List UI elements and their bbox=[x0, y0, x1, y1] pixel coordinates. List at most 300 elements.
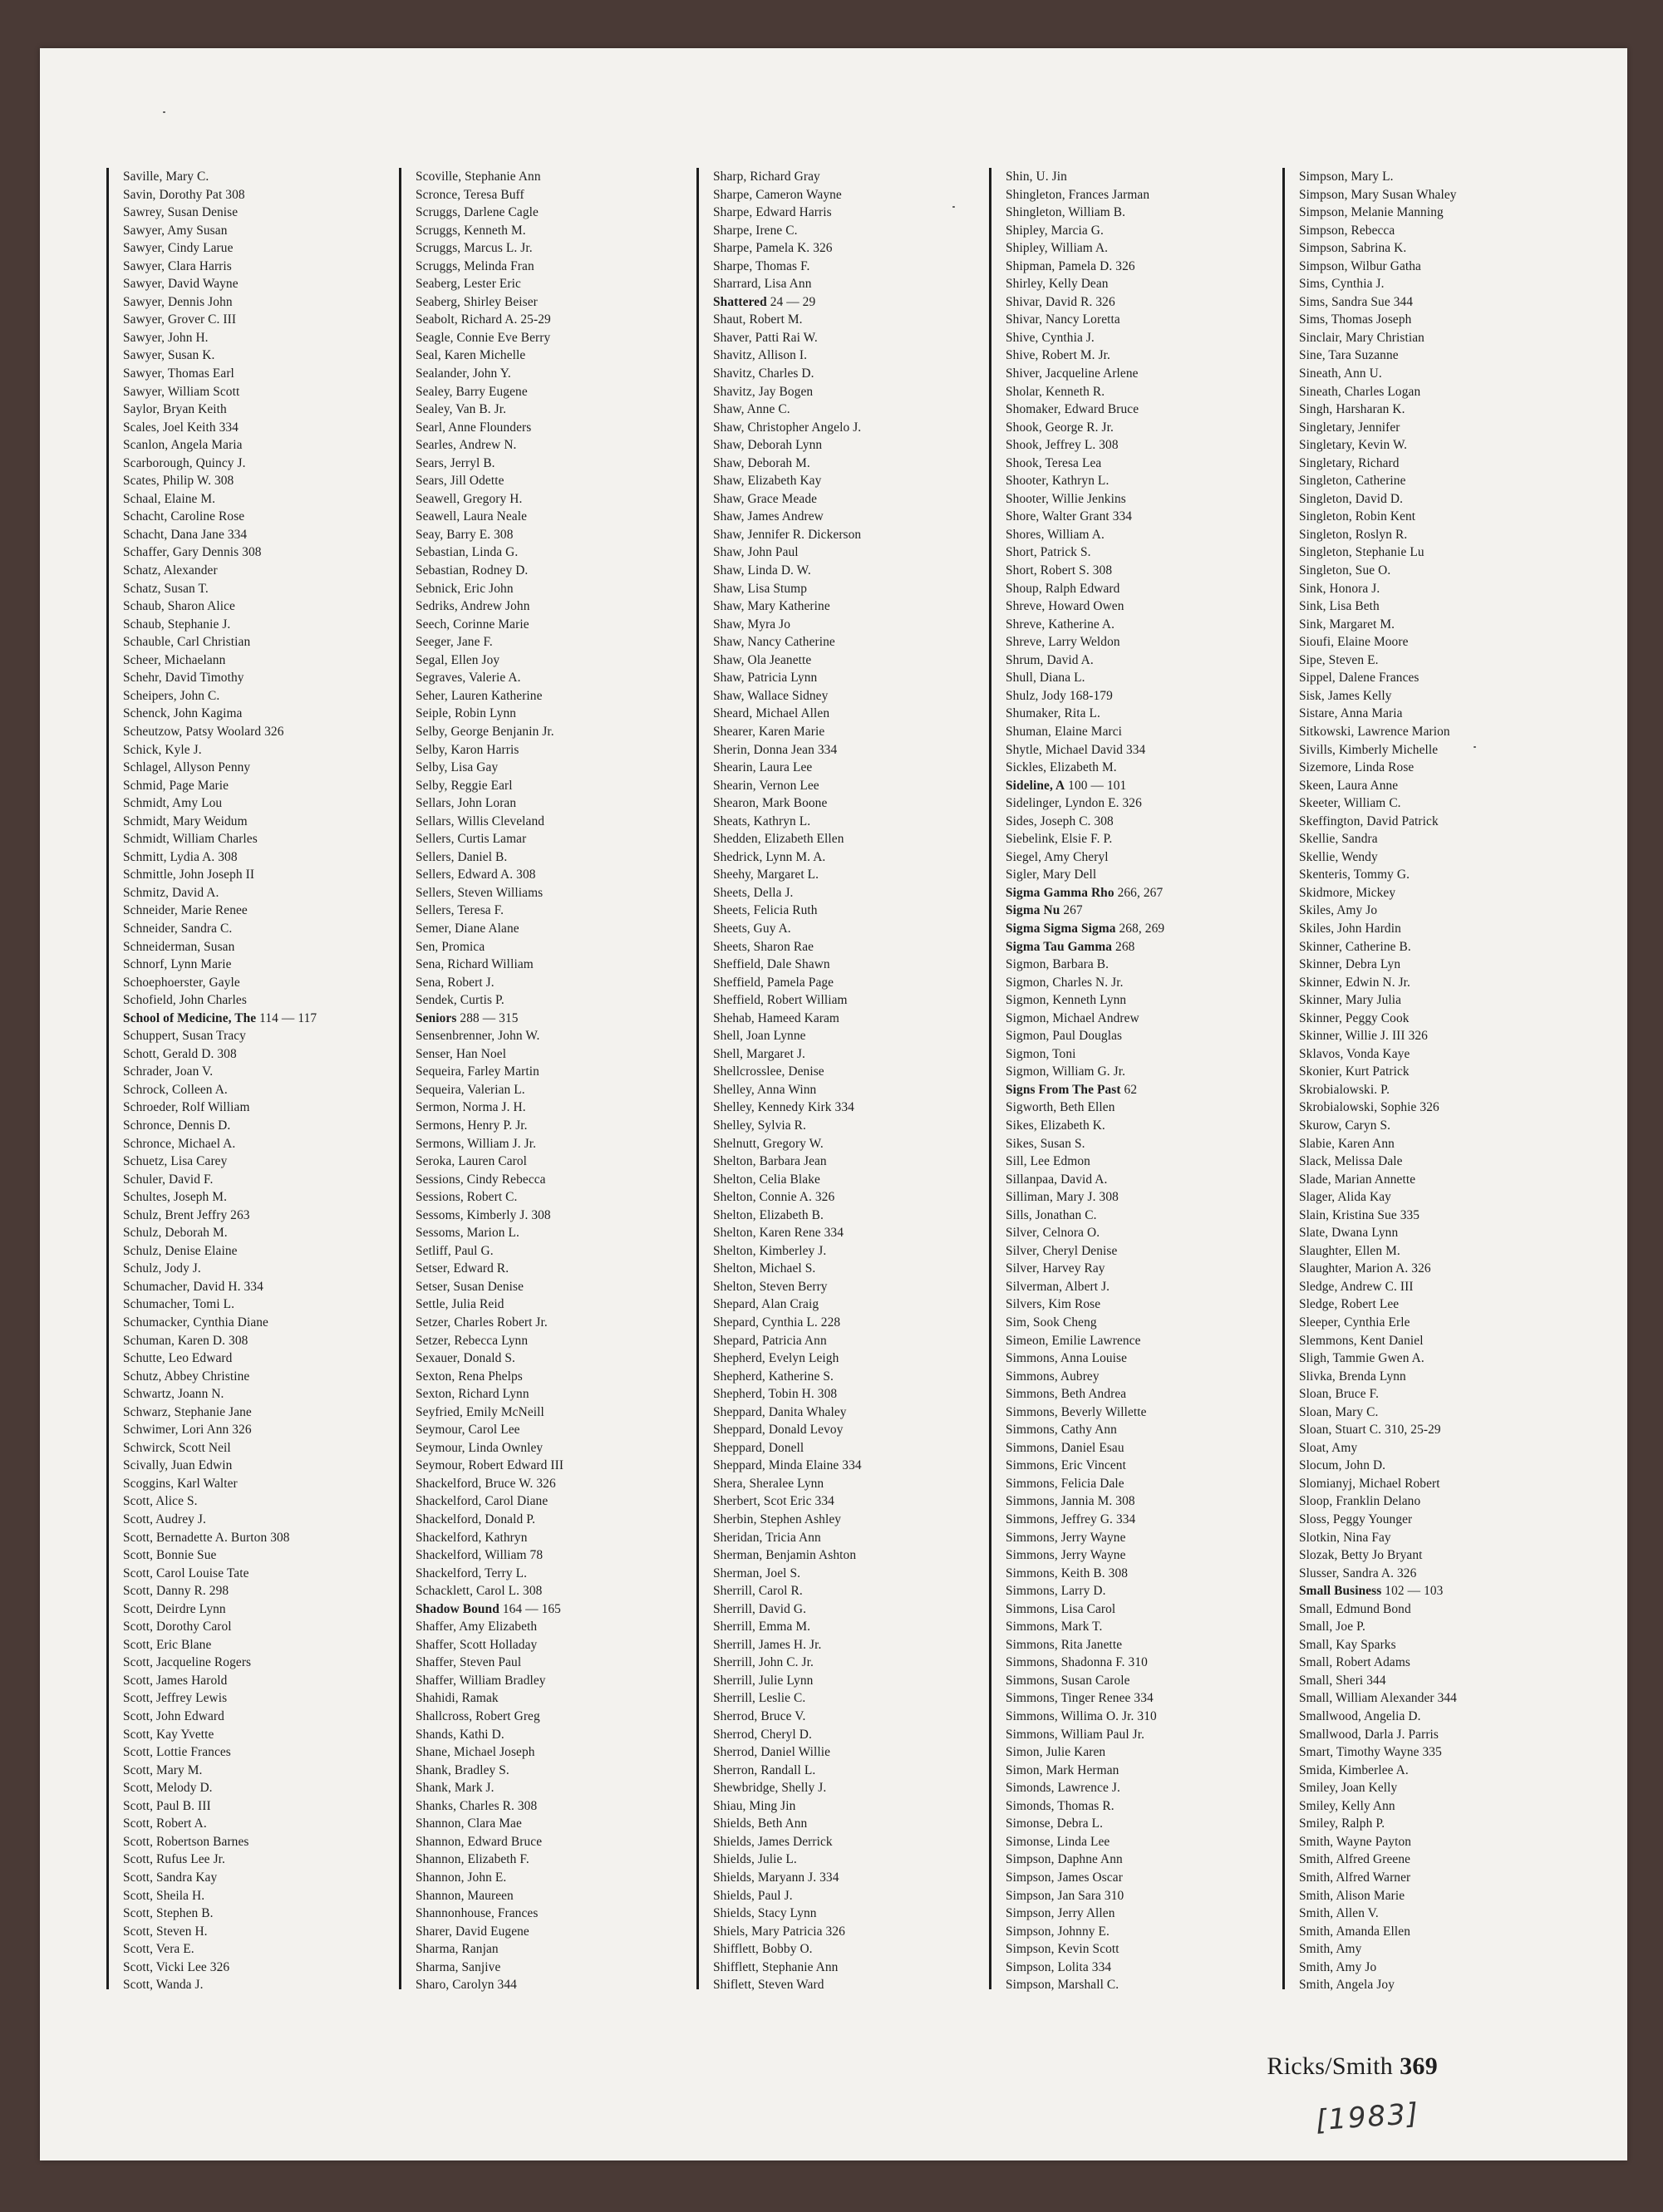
entry-name: Scott, Bernadette A. Burton 308 bbox=[123, 1530, 290, 1545]
entry-name: Shields, Maryann J. 334 bbox=[713, 1870, 839, 1885]
entry-name: Small, Edmund Bond bbox=[1299, 1601, 1411, 1616]
entry-name: Simpson, Jerry Allen bbox=[1006, 1906, 1115, 1921]
entry-name: Skiles, John Hardin bbox=[1299, 921, 1401, 936]
entry-name: Shields, Stacy Lynn bbox=[713, 1906, 817, 1921]
entry-name: Shavitz, Allison I. bbox=[713, 348, 808, 363]
entry-name: Settle, Julia Reid bbox=[416, 1297, 504, 1312]
entry-name: Sligh, Tammie Gwen A. bbox=[1299, 1351, 1424, 1366]
index-entry bbox=[1299, 1600, 1457, 1619]
index-entry bbox=[1299, 543, 1457, 562]
index-entry bbox=[416, 1940, 563, 1959]
index-entry bbox=[1006, 687, 1164, 705]
index-entry bbox=[713, 705, 862, 723]
entry-name: Shrum, David A. bbox=[1006, 652, 1094, 667]
page-number: 369 bbox=[1400, 2052, 1438, 2080]
entry-name: Slivka, Brenda Lynn bbox=[1299, 1369, 1406, 1384]
index-entry bbox=[713, 1923, 862, 1941]
index-entry bbox=[1299, 1368, 1457, 1386]
index-entry bbox=[123, 383, 317, 401]
entry-name: Shelley, Kennedy Kirk 334 bbox=[713, 1100, 854, 1115]
entry-name: Schmidt, Amy Lou bbox=[123, 796, 223, 811]
entry-name: Scruggs, Melinda Fran bbox=[416, 258, 534, 273]
entry-name: Shaw, Linda D. W. bbox=[713, 563, 811, 578]
index-entry bbox=[1006, 1117, 1164, 1135]
entry-name: Shaw, Patricia Lynn bbox=[713, 671, 818, 686]
entry-name: Sebnick, Eric John bbox=[416, 581, 514, 596]
paper-speck bbox=[952, 206, 955, 208]
index-entry bbox=[713, 866, 862, 884]
entry-name: Sawyer, John H. bbox=[123, 330, 209, 345]
index-entry bbox=[713, 813, 862, 831]
index-entry bbox=[416, 1171, 563, 1189]
entry-name: Scheutzow, Patsy Woolard 326 bbox=[123, 724, 284, 739]
entry-name: Siegel, Amy Cheryl bbox=[1006, 849, 1109, 864]
entry-name: Sherin, Donna Jean 334 bbox=[713, 742, 838, 757]
entry-name: Sheets, Sharon Rae bbox=[713, 939, 814, 954]
index-entry bbox=[123, 562, 317, 580]
index-entry bbox=[713, 794, 862, 813]
index-entry bbox=[416, 777, 563, 795]
entry-name: Skinner, Catherine B. bbox=[1299, 939, 1411, 954]
index-entry bbox=[123, 1153, 317, 1171]
entry-name: Skeen, Laura Anne bbox=[1299, 778, 1399, 793]
entry-name: Shedden, Elizabeth Ellen bbox=[713, 832, 844, 847]
index-entry bbox=[1299, 347, 1457, 365]
index-entry bbox=[416, 1314, 563, 1332]
entry-name: Smith, Allen V. bbox=[1299, 1906, 1379, 1921]
entry-name: Shooter, Kathryn L. bbox=[1006, 474, 1109, 489]
index-entry bbox=[123, 293, 317, 312]
index-entry bbox=[1006, 526, 1164, 544]
index-entry bbox=[416, 580, 563, 598]
index-entry bbox=[713, 1726, 862, 1744]
index-entry bbox=[713, 1511, 862, 1529]
index-entry bbox=[123, 1439, 317, 1457]
entry-name: Sigma Gamma Rho bbox=[1006, 885, 1114, 900]
index-entry bbox=[416, 1188, 563, 1207]
entry-name: Skellie, Sandra bbox=[1299, 832, 1378, 847]
entry-name: Sillanpaa, David A. bbox=[1006, 1172, 1108, 1187]
entry-name: Shuman, Elaine Marci bbox=[1006, 724, 1123, 739]
index-entry bbox=[1299, 1762, 1457, 1780]
entry-name: Schacklett, Carol L. 308 bbox=[416, 1584, 543, 1599]
index-entry bbox=[1299, 222, 1457, 240]
entry-name: Scivally, Juan Edwin bbox=[123, 1458, 233, 1473]
index-entry bbox=[1006, 830, 1164, 848]
index-entry bbox=[123, 1135, 317, 1153]
entry-name: Skinner, Mary Julia bbox=[1299, 993, 1402, 1008]
entry-name: Shackelford, Bruce W. 326 bbox=[416, 1476, 556, 1491]
entry-name: Shipman, Pamela D. 326 bbox=[1006, 258, 1135, 273]
index-entry bbox=[1299, 1529, 1457, 1547]
entry-name: Singletary, Kevin W. bbox=[1299, 438, 1408, 453]
entry-name: Sizemore, Linda Rose bbox=[1299, 760, 1415, 775]
entry-name: Shaw, Grace Meade bbox=[713, 491, 818, 506]
index-entry bbox=[416, 1815, 563, 1833]
entry-name: Skrobialowski, Sophie 326 bbox=[1299, 1100, 1439, 1115]
index-entry bbox=[713, 1618, 862, 1636]
entry-name: Sessoms, Kimberly J. 308 bbox=[416, 1207, 551, 1222]
index-entry bbox=[123, 401, 317, 419]
index-entry bbox=[416, 1385, 563, 1403]
entry-name: Shook, Teresa Lea bbox=[1006, 455, 1102, 470]
index-entry bbox=[1299, 1439, 1457, 1457]
entry-name: Shera, Sheralee Lynn bbox=[713, 1476, 824, 1491]
entry-name: Sills, Jonathan C. bbox=[1006, 1207, 1097, 1222]
entry-name: Shank, Bradley S. bbox=[416, 1762, 509, 1777]
index-entry bbox=[1006, 1529, 1164, 1547]
entry-name: Scott, Stephen B. bbox=[123, 1906, 214, 1921]
index-entry bbox=[416, 329, 563, 347]
entry-name: Slabie, Karen Ann bbox=[1299, 1136, 1395, 1151]
entry-name: Schulz, Denise Elaine bbox=[123, 1243, 238, 1258]
entry-name: Shallcross, Robert Greg bbox=[416, 1709, 540, 1724]
index-entry bbox=[416, 1708, 563, 1726]
index-entry bbox=[123, 1976, 317, 1994]
index-entry bbox=[416, 222, 563, 240]
index-entry bbox=[123, 1063, 317, 1081]
index-entry bbox=[123, 1045, 317, 1064]
index-entry bbox=[713, 1295, 862, 1314]
entry-name: Simmons, Jerry Wayne bbox=[1006, 1530, 1126, 1545]
index-entry bbox=[1006, 1171, 1164, 1189]
index-entry bbox=[713, 580, 862, 598]
index-entry bbox=[123, 186, 317, 204]
entry-name: Schenck, John Kagima bbox=[123, 706, 243, 721]
index-entry bbox=[1006, 1672, 1164, 1690]
entry-name: Shields, James Derrick bbox=[713, 1834, 833, 1849]
entry-name: Sigmon, Toni bbox=[1006, 1046, 1076, 1061]
entry-name: Senser, Han Noel bbox=[416, 1046, 507, 1061]
entry-name: Sellers, Steven Williams bbox=[416, 885, 544, 900]
index-entry bbox=[1299, 526, 1457, 544]
entry-name: Sealey, Barry Eugene bbox=[416, 384, 528, 399]
index-entry bbox=[416, 472, 563, 490]
entry-name: Scheipers, John C. bbox=[123, 688, 220, 703]
index-entry bbox=[1299, 311, 1457, 329]
entry-name: Shank, Mark J. bbox=[416, 1781, 494, 1796]
entry-name: Sipe, Steven E. bbox=[1299, 652, 1379, 667]
index-entry bbox=[416, 902, 563, 920]
index-entry bbox=[123, 1565, 317, 1583]
index-entry bbox=[1299, 1654, 1457, 1672]
index-entry bbox=[1299, 902, 1457, 920]
entry-name: Shepherd, Tobin H. 308 bbox=[713, 1387, 838, 1402]
index-entry bbox=[1006, 329, 1164, 347]
index-entry bbox=[1006, 974, 1164, 992]
index-entry bbox=[416, 1797, 563, 1816]
entry-name: Simpson, Marshall C. bbox=[1006, 1978, 1119, 1993]
entry-name: Scott, Deirdre Lynn bbox=[123, 1601, 226, 1616]
entry-name: Shell, Joan Lynne bbox=[713, 1029, 806, 1044]
index-entry bbox=[1006, 258, 1164, 276]
index-entry bbox=[123, 1959, 317, 1977]
entry-name: Shive, Robert M. Jr. bbox=[1006, 348, 1110, 363]
entry-name: Seymour, Linda Ownley bbox=[416, 1440, 544, 1455]
entry-name: Simmons, Aubrey bbox=[1006, 1369, 1100, 1384]
index-entry bbox=[1299, 884, 1457, 902]
entry-name: Schatz, Alexander bbox=[123, 563, 218, 578]
entry-name: Semer, Diane Alane bbox=[416, 921, 519, 936]
index-entry bbox=[123, 1332, 317, 1350]
entry-name: Silvers, Kim Rose bbox=[1006, 1297, 1101, 1312]
index-entry bbox=[123, 991, 317, 1010]
index-entry bbox=[1006, 293, 1164, 312]
index-entry bbox=[713, 1242, 862, 1261]
entry-name: Scott, Carol Louise Tate bbox=[123, 1566, 249, 1580]
index-entry bbox=[713, 401, 862, 419]
index-entry bbox=[416, 687, 563, 705]
entry-name: Sherrill, Emma M. bbox=[713, 1620, 811, 1634]
index-entry bbox=[416, 347, 563, 365]
index-entry bbox=[1299, 1242, 1457, 1261]
entry-name: Schacht, Dana Jane 334 bbox=[123, 527, 248, 542]
index-entry bbox=[416, 1726, 563, 1744]
entry-name: Schmittle, John Joseph II bbox=[123, 868, 255, 882]
index-entry bbox=[123, 1636, 317, 1654]
entry-name: Sigmon, William G. Jr. bbox=[1006, 1064, 1126, 1079]
entry-name: Scales, Joel Keith 334 bbox=[123, 420, 239, 435]
entry-name: Scoggins, Karl Walter bbox=[123, 1476, 238, 1491]
entry-name: Shannon, Clara Mae bbox=[416, 1816, 522, 1831]
index-entry bbox=[1299, 1421, 1457, 1439]
index-entry bbox=[416, 616, 563, 634]
index-entry bbox=[713, 687, 862, 705]
index-entry bbox=[1299, 258, 1457, 276]
entry-name: Schofield, John Charles bbox=[123, 993, 247, 1008]
index-entry bbox=[416, 597, 563, 616]
entry-name: Shaw, Jennifer R. Dickerson bbox=[713, 527, 862, 542]
index-entry bbox=[123, 1368, 317, 1386]
entry-name: Shackelford, William 78 bbox=[416, 1548, 544, 1563]
entry-name: Setzer, Charles Robert Jr. bbox=[416, 1315, 548, 1330]
index-entry bbox=[1299, 956, 1457, 974]
index-entry bbox=[416, 830, 563, 848]
entry-name: Shive, Cynthia J. bbox=[1006, 330, 1095, 345]
entry-name: Sena, Richard William bbox=[416, 957, 534, 972]
entry-name: Sheats, Kathryn L. bbox=[713, 814, 811, 828]
entry-pages: 24 — 29 bbox=[766, 294, 816, 309]
entry-name: Sawyer, Clara Harris bbox=[123, 258, 232, 273]
index-entry bbox=[713, 239, 862, 258]
entry-name: Scott, Lottie Frances bbox=[123, 1745, 231, 1760]
entry-name: Sherrill, James H. Jr. bbox=[713, 1637, 822, 1652]
entry-name: Shook, Jeffrey L. 308 bbox=[1006, 438, 1119, 453]
entry-name: Slate, Dwana Lynn bbox=[1299, 1226, 1399, 1241]
index-section-entry bbox=[416, 1010, 563, 1028]
entry-name: Sineath, Charles Logan bbox=[1299, 384, 1421, 399]
index-entry bbox=[123, 1743, 317, 1762]
index-entry bbox=[713, 1636, 862, 1654]
index-entry bbox=[1299, 1887, 1457, 1905]
index-entry bbox=[416, 723, 563, 741]
entry-name: Simmons, Jerry Wayne bbox=[1006, 1548, 1126, 1563]
index-entry bbox=[123, 1762, 317, 1780]
index-entry bbox=[416, 1368, 563, 1386]
index-entry bbox=[1299, 1027, 1457, 1045]
entry-name: Skrobialowski. P. bbox=[1299, 1082, 1390, 1097]
index-entry bbox=[416, 866, 563, 884]
index-entry bbox=[713, 777, 862, 795]
index-entry bbox=[713, 222, 862, 240]
index-entry bbox=[1006, 1923, 1164, 1941]
entry-name: Shiels, Mary Patricia 326 bbox=[713, 1924, 845, 1939]
index-entry bbox=[416, 1421, 563, 1439]
index-entry bbox=[1299, 1224, 1457, 1242]
index-entry bbox=[1299, 938, 1457, 956]
entry-name: Schatz, Susan T. bbox=[123, 581, 209, 596]
index-entry bbox=[1006, 956, 1164, 974]
entry-name: Schultes, Joseph M. bbox=[123, 1190, 228, 1205]
index-entry bbox=[1006, 1511, 1164, 1529]
index-entry bbox=[713, 884, 862, 902]
entry-name: Sink, Lisa Beth bbox=[1299, 599, 1380, 614]
index-entry bbox=[1006, 1940, 1164, 1959]
index-entry bbox=[416, 759, 563, 777]
index-entry bbox=[1299, 1385, 1457, 1403]
entry-name: Shell, Margaret J. bbox=[713, 1046, 805, 1061]
index-entry bbox=[416, 526, 563, 544]
entry-name: Shearin, Laura Lee bbox=[713, 760, 813, 775]
index-entry bbox=[713, 365, 862, 383]
entry-name: Shands, Kathi D. bbox=[416, 1727, 504, 1742]
index-entry bbox=[713, 1457, 862, 1475]
entry-name: Sebastian, Linda G. bbox=[416, 545, 519, 560]
entry-name: Simmons, Daniel Esau bbox=[1006, 1440, 1124, 1455]
entry-name: Schuppert, Susan Tracy bbox=[123, 1029, 246, 1044]
index-entry bbox=[713, 1565, 862, 1583]
index-entry bbox=[123, 472, 317, 490]
index-entry bbox=[123, 633, 317, 651]
index-entry bbox=[713, 526, 862, 544]
index-entry bbox=[1006, 1332, 1164, 1350]
index-entry bbox=[1006, 347, 1164, 365]
entry-name: Shaw, Elizabeth Kay bbox=[713, 474, 822, 489]
index-entry bbox=[123, 759, 317, 777]
entry-name: Scott, Wanda J. bbox=[123, 1978, 204, 1993]
index-entry bbox=[123, 1188, 317, 1207]
index-entry bbox=[416, 1976, 563, 1994]
index-entry bbox=[123, 1421, 317, 1439]
index-entry bbox=[123, 651, 317, 670]
entry-name: Sellers, Edward A. 308 bbox=[416, 868, 536, 882]
entry-name: Simpson, James Oscar bbox=[1006, 1870, 1123, 1885]
entry-name: Sherrill, David G. bbox=[713, 1601, 807, 1616]
index-entry bbox=[1299, 974, 1457, 992]
entry-name: Shin, U. Jin bbox=[1006, 170, 1067, 184]
index-entry bbox=[416, 419, 563, 437]
entry-name: Singletary, Richard bbox=[1299, 455, 1400, 470]
entry-name: Shaw, Deborah M. bbox=[713, 455, 810, 470]
entry-name: Sexton, Richard Lynn bbox=[416, 1387, 529, 1402]
entry-name: Shivar, Nancy Loretta bbox=[1006, 312, 1120, 327]
index-entry bbox=[123, 884, 317, 902]
entry-name: Silver, Harvey Ray bbox=[1006, 1261, 1105, 1276]
entry-name: Schmid, Page Marie bbox=[123, 778, 229, 793]
entry-name: Sideline, A bbox=[1006, 778, 1065, 793]
entry-name: Shaffer, William Bradley bbox=[416, 1673, 546, 1688]
index-entry bbox=[713, 1117, 862, 1135]
index-entry bbox=[123, 1385, 317, 1403]
entry-name: Smart, Timothy Wayne 335 bbox=[1299, 1745, 1442, 1760]
entry-name: Sheard, Michael Allen bbox=[713, 706, 830, 721]
index-section-entry bbox=[1006, 884, 1164, 902]
index-entry bbox=[123, 1546, 317, 1565]
index-section-entry bbox=[1006, 938, 1164, 956]
index-entry bbox=[713, 1762, 862, 1780]
index-entry bbox=[416, 186, 563, 204]
entry-name: Simmons, Tinger Renee 334 bbox=[1006, 1691, 1154, 1706]
index-entry bbox=[1006, 1565, 1164, 1583]
entry-name: Sheppard, Danita Whaley bbox=[713, 1404, 847, 1419]
index-entry bbox=[1006, 1636, 1164, 1654]
index-entry bbox=[123, 1833, 317, 1851]
index-entry bbox=[1299, 293, 1457, 312]
index-entry bbox=[1006, 1207, 1164, 1225]
entry-name: Seagle, Connie Eve Berry bbox=[416, 330, 551, 345]
entry-name: Simpson, Lolita 334 bbox=[1006, 1959, 1112, 1974]
entry-name: Smith, Amy Jo bbox=[1299, 1959, 1377, 1974]
index-entry bbox=[123, 1242, 317, 1261]
index-entry bbox=[416, 383, 563, 401]
index-entry bbox=[713, 1153, 862, 1171]
paper-speck bbox=[163, 111, 165, 113]
entry-name: Smith, Angela Joy bbox=[1299, 1978, 1395, 1993]
entry-name: Shedrick, Lynn M. A. bbox=[713, 849, 826, 864]
entry-name: Sears, Jill Odette bbox=[416, 474, 504, 489]
index-entry bbox=[123, 1492, 317, 1511]
entry-name: Shaw, Anne C. bbox=[713, 402, 790, 417]
index-entry bbox=[123, 1887, 317, 1905]
index-entry bbox=[1006, 1600, 1164, 1619]
index-entry bbox=[713, 490, 862, 509]
index-entry bbox=[713, 974, 862, 992]
entry-name: Silverman, Albert J. bbox=[1006, 1279, 1110, 1294]
entry-name: Sheppard, Donald Levoy bbox=[713, 1423, 844, 1438]
index-entry bbox=[123, 1582, 317, 1600]
entry-name: Sides, Joseph C. 308 bbox=[1006, 814, 1114, 828]
index-entry bbox=[713, 1135, 862, 1153]
entry-name: Sippel, Dalene Frances bbox=[1299, 671, 1419, 686]
index-entry bbox=[1006, 723, 1164, 741]
entry-name: Sellers, Curtis Lamar bbox=[416, 832, 527, 847]
entry-name: Simpson, Johnny E. bbox=[1006, 1924, 1109, 1939]
entry-name: Shreve, Katherine A. bbox=[1006, 617, 1115, 632]
index-entry bbox=[1006, 1905, 1164, 1923]
entry-name: Schott, Gerald D. 308 bbox=[123, 1046, 237, 1061]
entry-name: Simmons, Beverly Willette bbox=[1006, 1404, 1147, 1419]
index-entry bbox=[1006, 168, 1164, 186]
index-entry bbox=[1299, 633, 1457, 651]
index-entry bbox=[123, 902, 317, 920]
index-entry bbox=[416, 1135, 563, 1153]
index-entry bbox=[1006, 1224, 1164, 1242]
index-entry bbox=[416, 991, 563, 1010]
index-entry bbox=[1299, 1278, 1457, 1296]
index-entry bbox=[123, 848, 317, 867]
entry-name: Sellars, John Loran bbox=[416, 796, 517, 811]
index-column-3 bbox=[696, 168, 862, 1993]
entry-name: Scott, Robert A. bbox=[123, 1816, 207, 1831]
entry-name: Sloop, Franklin Delano bbox=[1299, 1494, 1421, 1509]
index-entry bbox=[1299, 1010, 1457, 1028]
index-entry bbox=[416, 275, 563, 293]
index-entry bbox=[1299, 1708, 1457, 1726]
entry-name: Scott, Danny R. 298 bbox=[123, 1584, 229, 1599]
entry-name: Sheffield, Robert William bbox=[713, 993, 848, 1008]
index-entry bbox=[416, 1117, 563, 1135]
entry-name: Sims, Sandra Sue 344 bbox=[1299, 294, 1414, 309]
